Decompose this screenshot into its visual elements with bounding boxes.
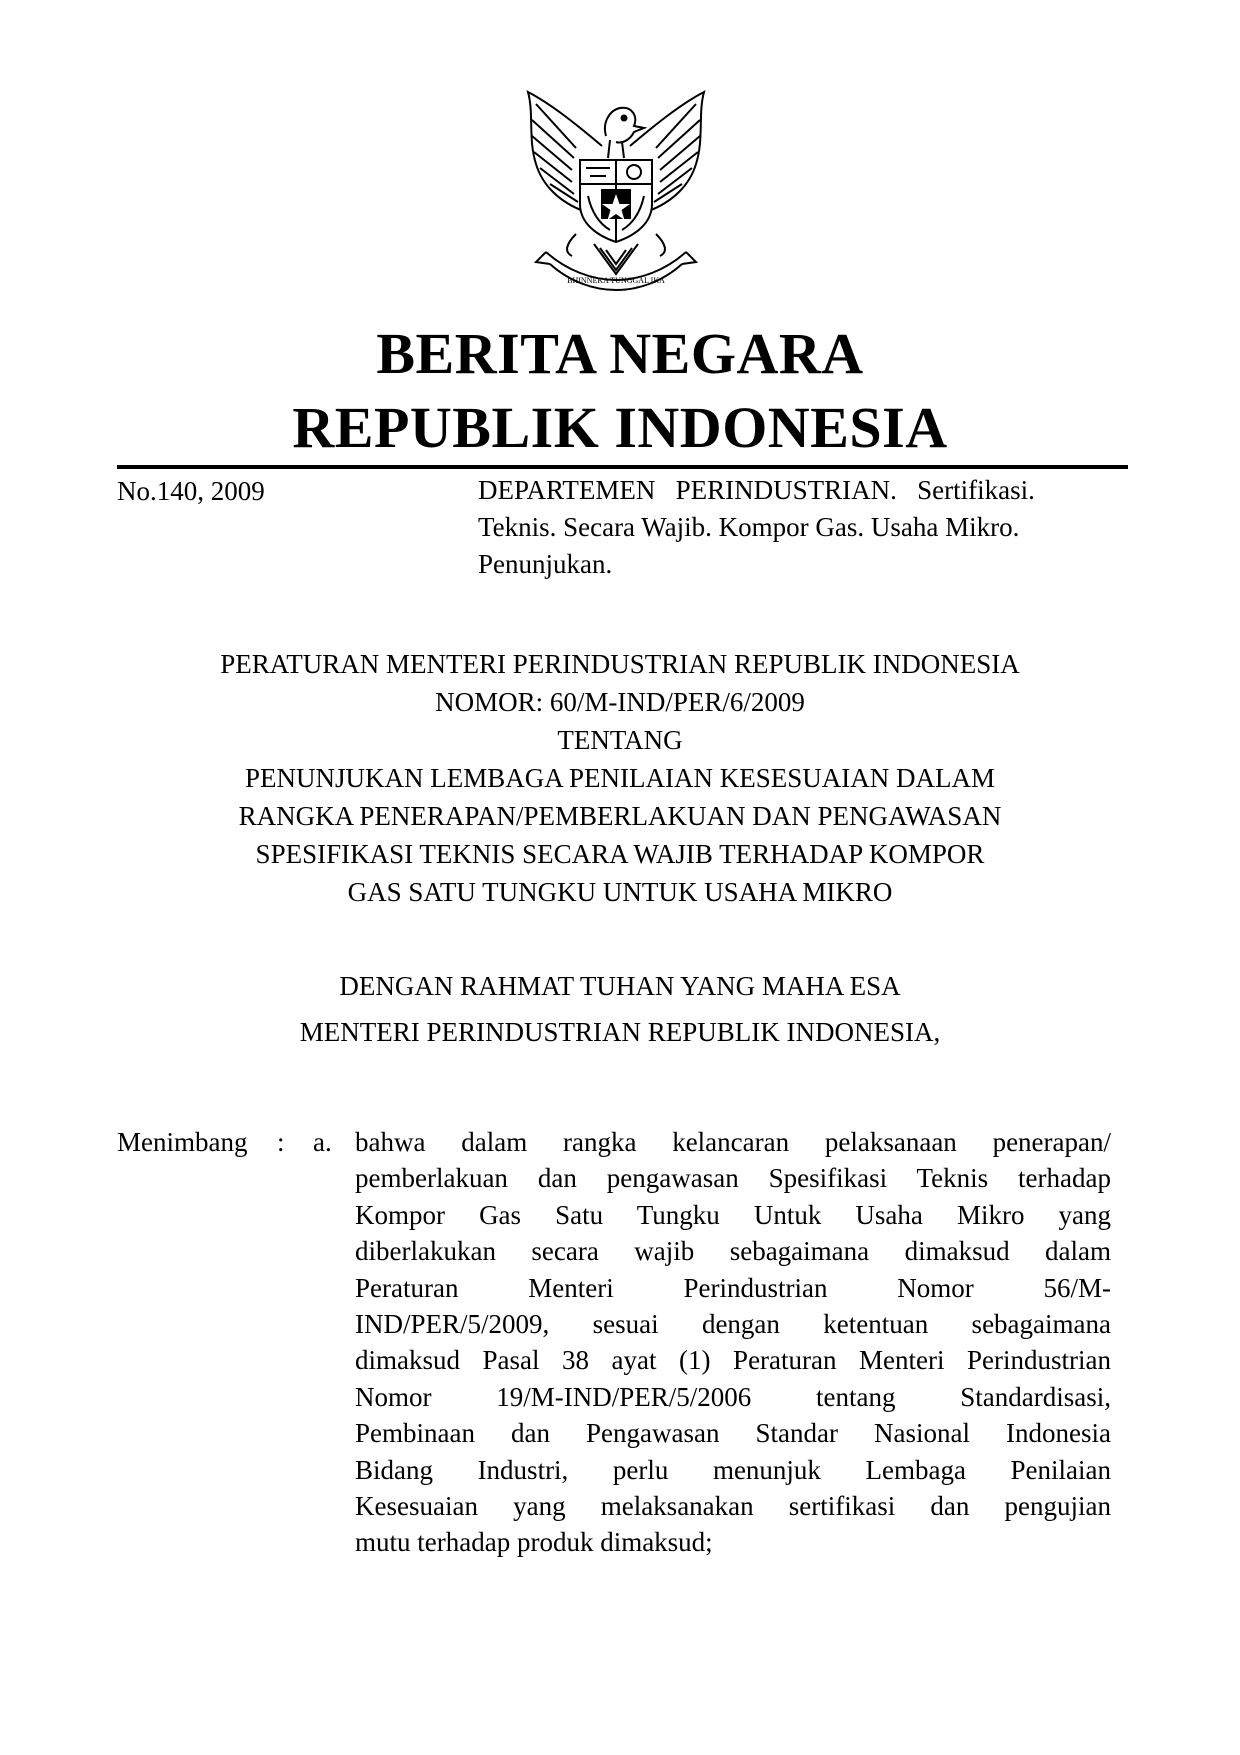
subject-line: Penunjukan.	[478, 549, 613, 579]
menimbang-line: diberlakukan secara wajib sebagaimana dimaksud dalam	[355, 1236, 1111, 1267]
regulation-title-line: PENUNJUKAN LEMBAGA PENILAIAN KESESUAIAN DALAM	[245, 763, 995, 793]
menimbang-label: Menimbang	[117, 1127, 248, 1157]
menimbang-item-text	[355, 1124, 1111, 1561]
menimbang-line: Pembinaan dan Pengawasan Standar Nasional Indonesia	[355, 1418, 1111, 1449]
masthead-title-line1: BERITA NEGARA	[376, 321, 864, 386]
regulation-tentang: TENTANG	[557, 725, 683, 755]
regulation-title-line: GAS SATU TUNGKU UNTUK USAHA MIKRO	[347, 877, 893, 907]
menimbang-line: Peraturan Menteri Perindustrian Nomor 56/M-	[355, 1272, 1111, 1303]
menimbang-line: Bidang Industri, perlu menunjuk Lembaga Penilaian	[355, 1454, 1111, 1485]
subject-line: DEPARTEMEN PERINDUSTRIAN. Sertifikasi.	[478, 475, 1035, 505]
menimbang-line: Kesesuaian yang melaksanakan sertifikasi dan pengujian	[355, 1491, 1111, 1522]
authority-text: MENTERI PERINDUSTRIAN REPUBLIK INDONESIA,	[299, 1017, 941, 1047]
subject-line: Teknis. Secara Wajib. Kompor Gas. Usaha Mikro.	[478, 512, 1020, 542]
menimbang-line: Nomor 19/M-IND/PER/5/2006 tentang Standardisasi,	[355, 1381, 1111, 1412]
regulation-heading: PERATURAN MENTERI PERINDUSTRIAN REPUBLIK INDONESIA	[220, 649, 1020, 679]
garuda-pancasila-emblem-icon	[506, 84, 726, 299]
regulation-title-line: SPESIFIKASI TEKNIS SECARA WAJIB TERHADAP KOMPOR	[255, 839, 985, 869]
preamble-block	[0, 963, 1240, 1055]
menimbang-line: bahwa dalam rangka kelancaran pelaksanaan penerapan/	[355, 1127, 1111, 1157]
subject-summary	[478, 472, 1128, 583]
header-divider	[117, 465, 1128, 469]
menimbang-line: pemberlakuan dan pengawasan Spesifikasi Teknis terhadap	[355, 1163, 1111, 1194]
menimbang-colon: :	[277, 1127, 285, 1157]
menimbang-item-letter: a.	[313, 1127, 332, 1157]
regulation-number: NOMOR: 60/M-IND/PER/6/2009	[435, 687, 805, 717]
regulation-title-line: RANGKA PENERAPAN/PEMBERLAKUAN DAN PENGAWASAN	[238, 801, 1002, 831]
menimbang-line: IND/PER/5/2009, sesuai dengan ketentuan sebagaimana	[355, 1309, 1111, 1340]
invocation-text: DENGAN RAHMAT TUHAN YANG MAHA ESA	[339, 971, 901, 1001]
svg-text:BHINNEKA TUNGGAL IKA: BHINNEKA TUNGGAL IKA	[567, 276, 665, 285]
menimbang-line: mutu terhadap produk dimaksud;	[355, 1527, 713, 1558]
menimbang-line: Kompor Gas Satu Tungku Untuk Usaha Mikro yang	[355, 1199, 1111, 1230]
issue-number: No.140, 2009	[117, 476, 265, 506]
menimbang-line: dimaksud Pasal 38 ayat (1) Peraturan Menteri Perindustrian	[355, 1345, 1111, 1376]
regulation-heading-block	[0, 645, 1240, 911]
masthead-title-line2: REPUBLIK INDONESIA	[292, 395, 948, 460]
